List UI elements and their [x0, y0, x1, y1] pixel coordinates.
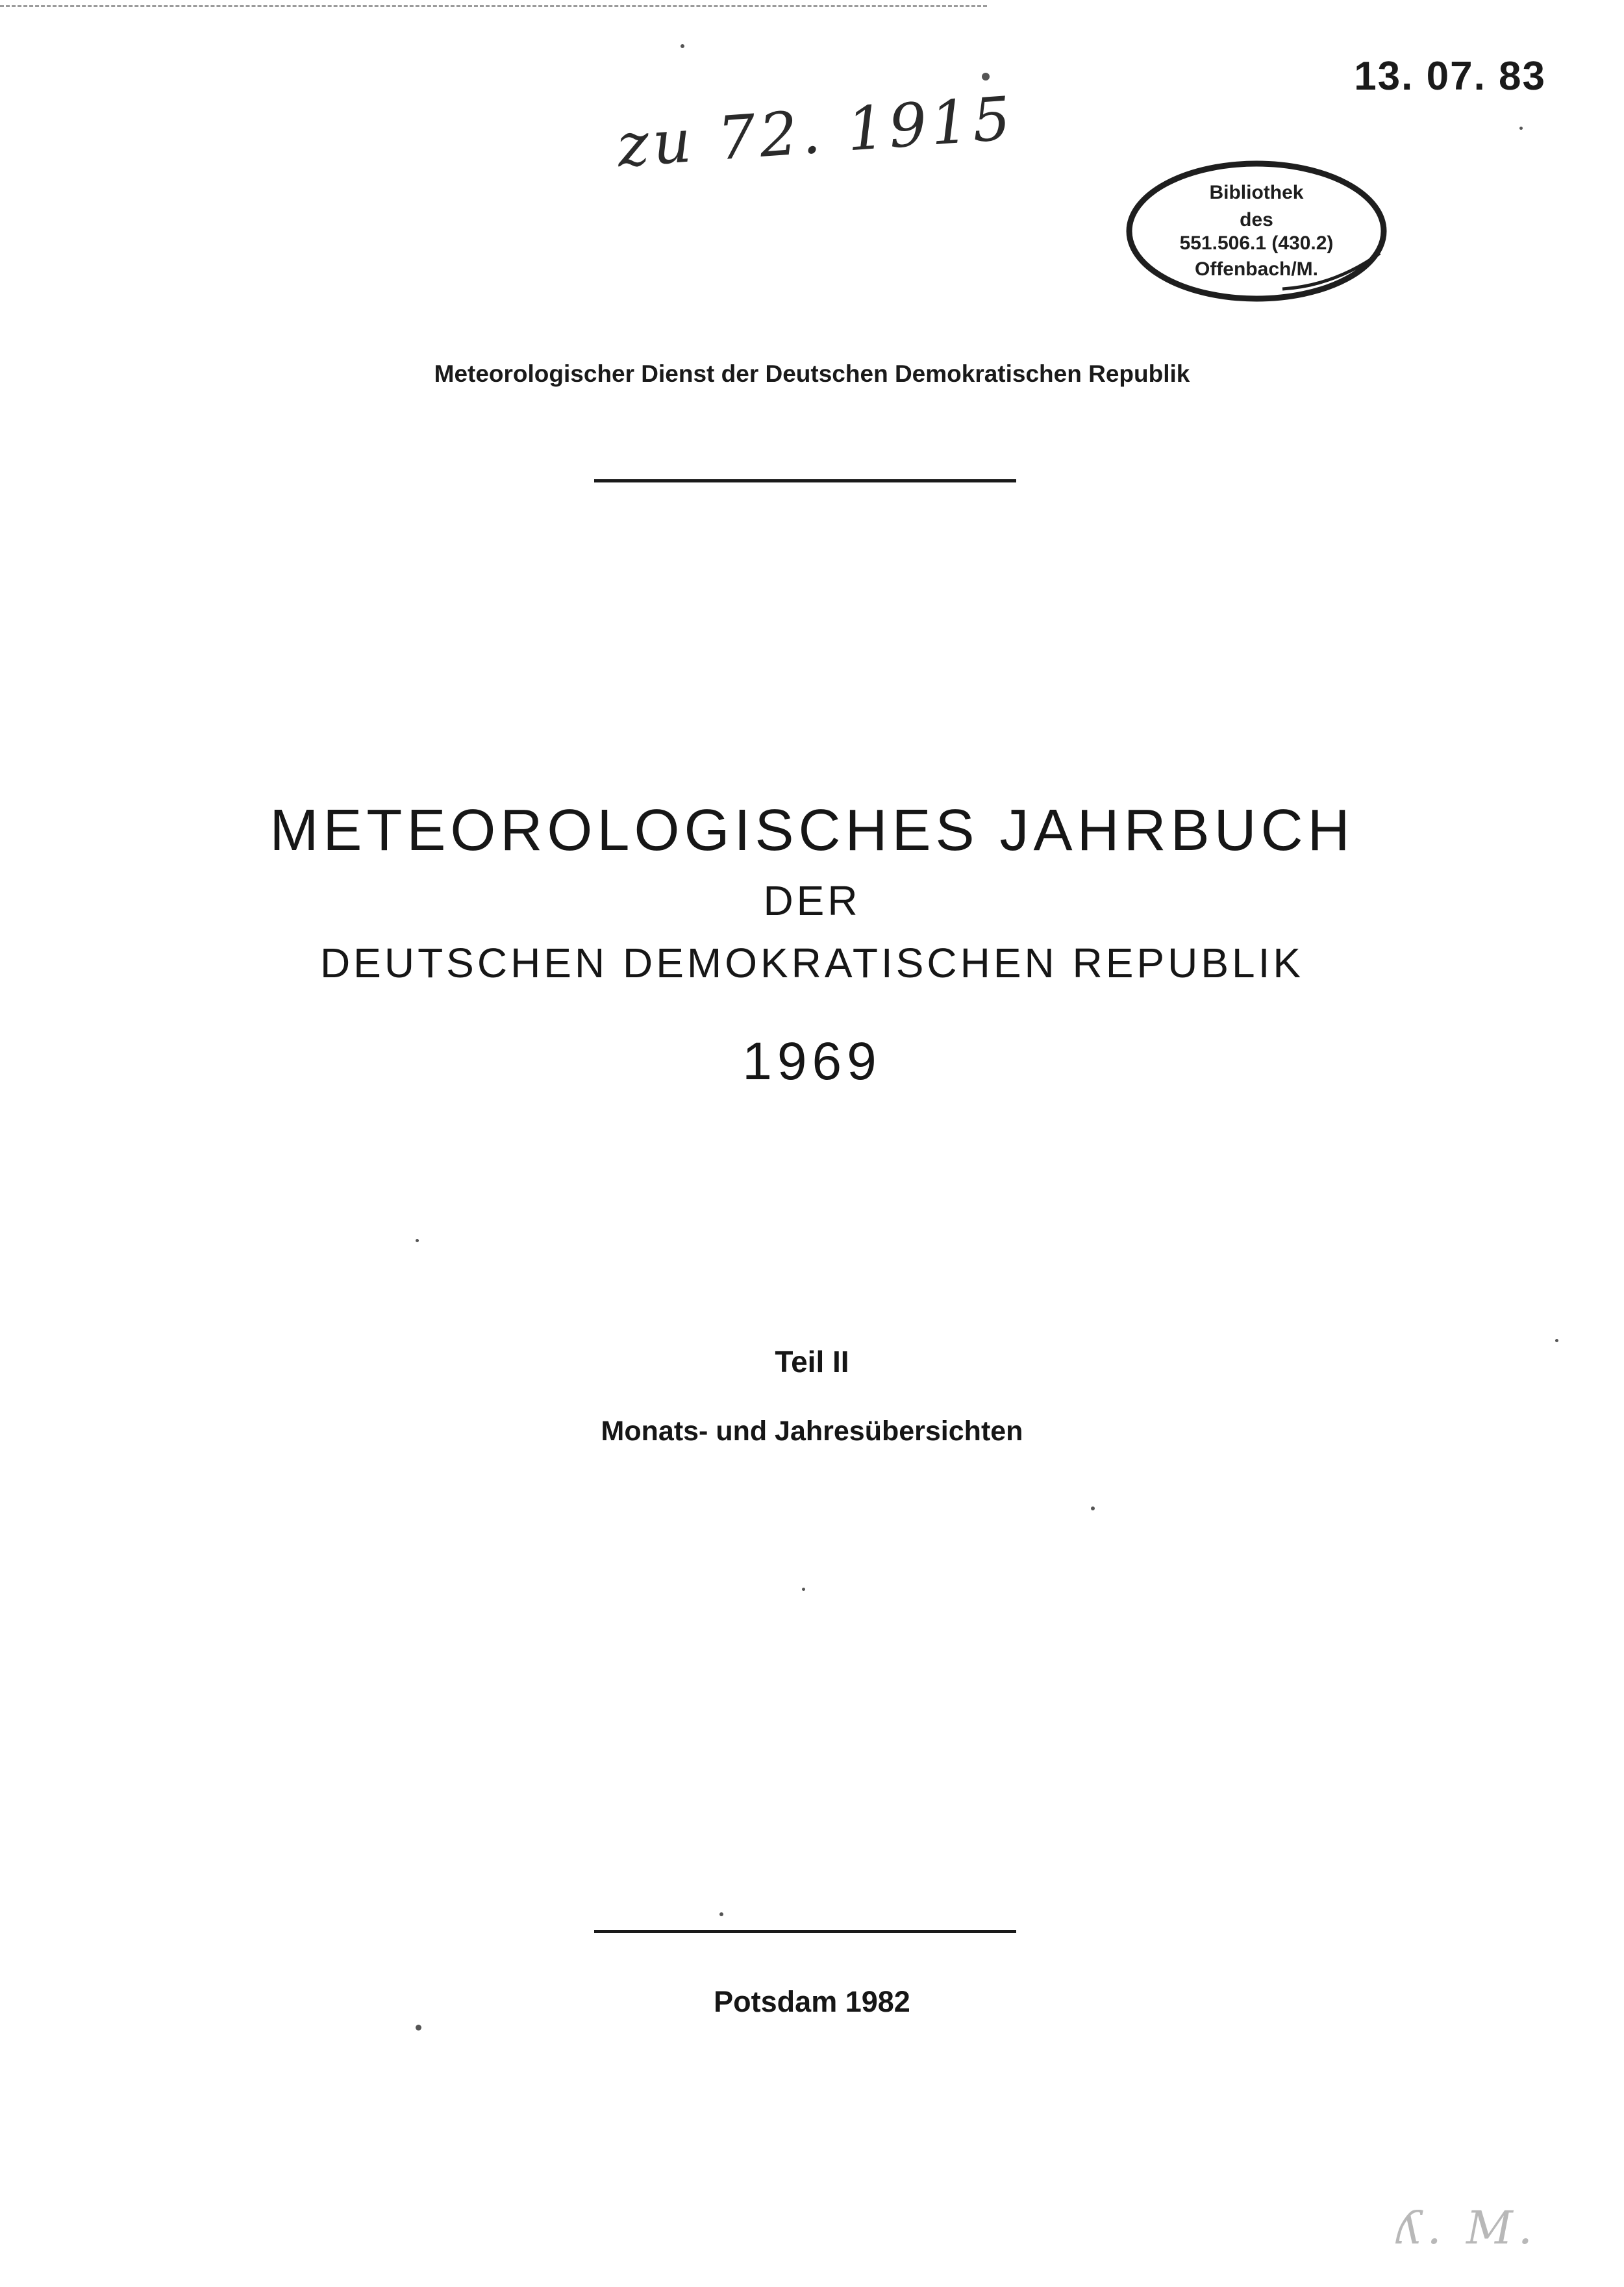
title-year: 1969 — [742, 1032, 882, 1091]
scan-speck — [1519, 127, 1523, 130]
document-title: METEOROLOGISCHES JAHRBUCH — [269, 798, 1355, 863]
scan-speck — [416, 1239, 419, 1242]
scan-speck — [982, 73, 990, 81]
stamp-text-line: 551.506.1 (430.2) — [1179, 232, 1334, 254]
stamp-text-line: Offenbach/M. — [1194, 258, 1318, 280]
title-country: DEUTSCHEN DEMOKRATISCHEN REPUBLIK — [319, 940, 1305, 986]
handwritten-initials: ʎ. M. — [1396, 2201, 1538, 2255]
date-stamp: 13. 07. 83 — [1354, 54, 1546, 99]
part-subtitle: Monats- und Jahresübersichten — [601, 1416, 1023, 1447]
handwritten-shelfmark: zu 72. 1915 — [615, 83, 1017, 181]
stamp-text-line: des — [1240, 209, 1273, 231]
scan-speck — [416, 2025, 421, 2031]
top-divider — [594, 479, 1016, 482]
bottom-divider — [594, 1930, 1016, 1933]
scan-speck — [1555, 1339, 1558, 1342]
imprint-place-year: Potsdam 1982 — [714, 1985, 910, 2018]
library-stamp — [1120, 156, 1393, 312]
stamp-text-line: Bibliothek — [1209, 182, 1304, 203]
scan-speck — [719, 1912, 723, 1916]
scan-speck — [1091, 1506, 1095, 1510]
part-label: Teil II — [775, 1345, 849, 1379]
issuer-line: Meteorologischer Dienst der Deutschen Demokratischen Republik — [434, 360, 1190, 387]
title-connector: DER — [763, 877, 861, 924]
scan-speck — [681, 44, 684, 48]
scan-edge-line — [0, 5, 987, 7]
scan-speck — [802, 1588, 805, 1591]
